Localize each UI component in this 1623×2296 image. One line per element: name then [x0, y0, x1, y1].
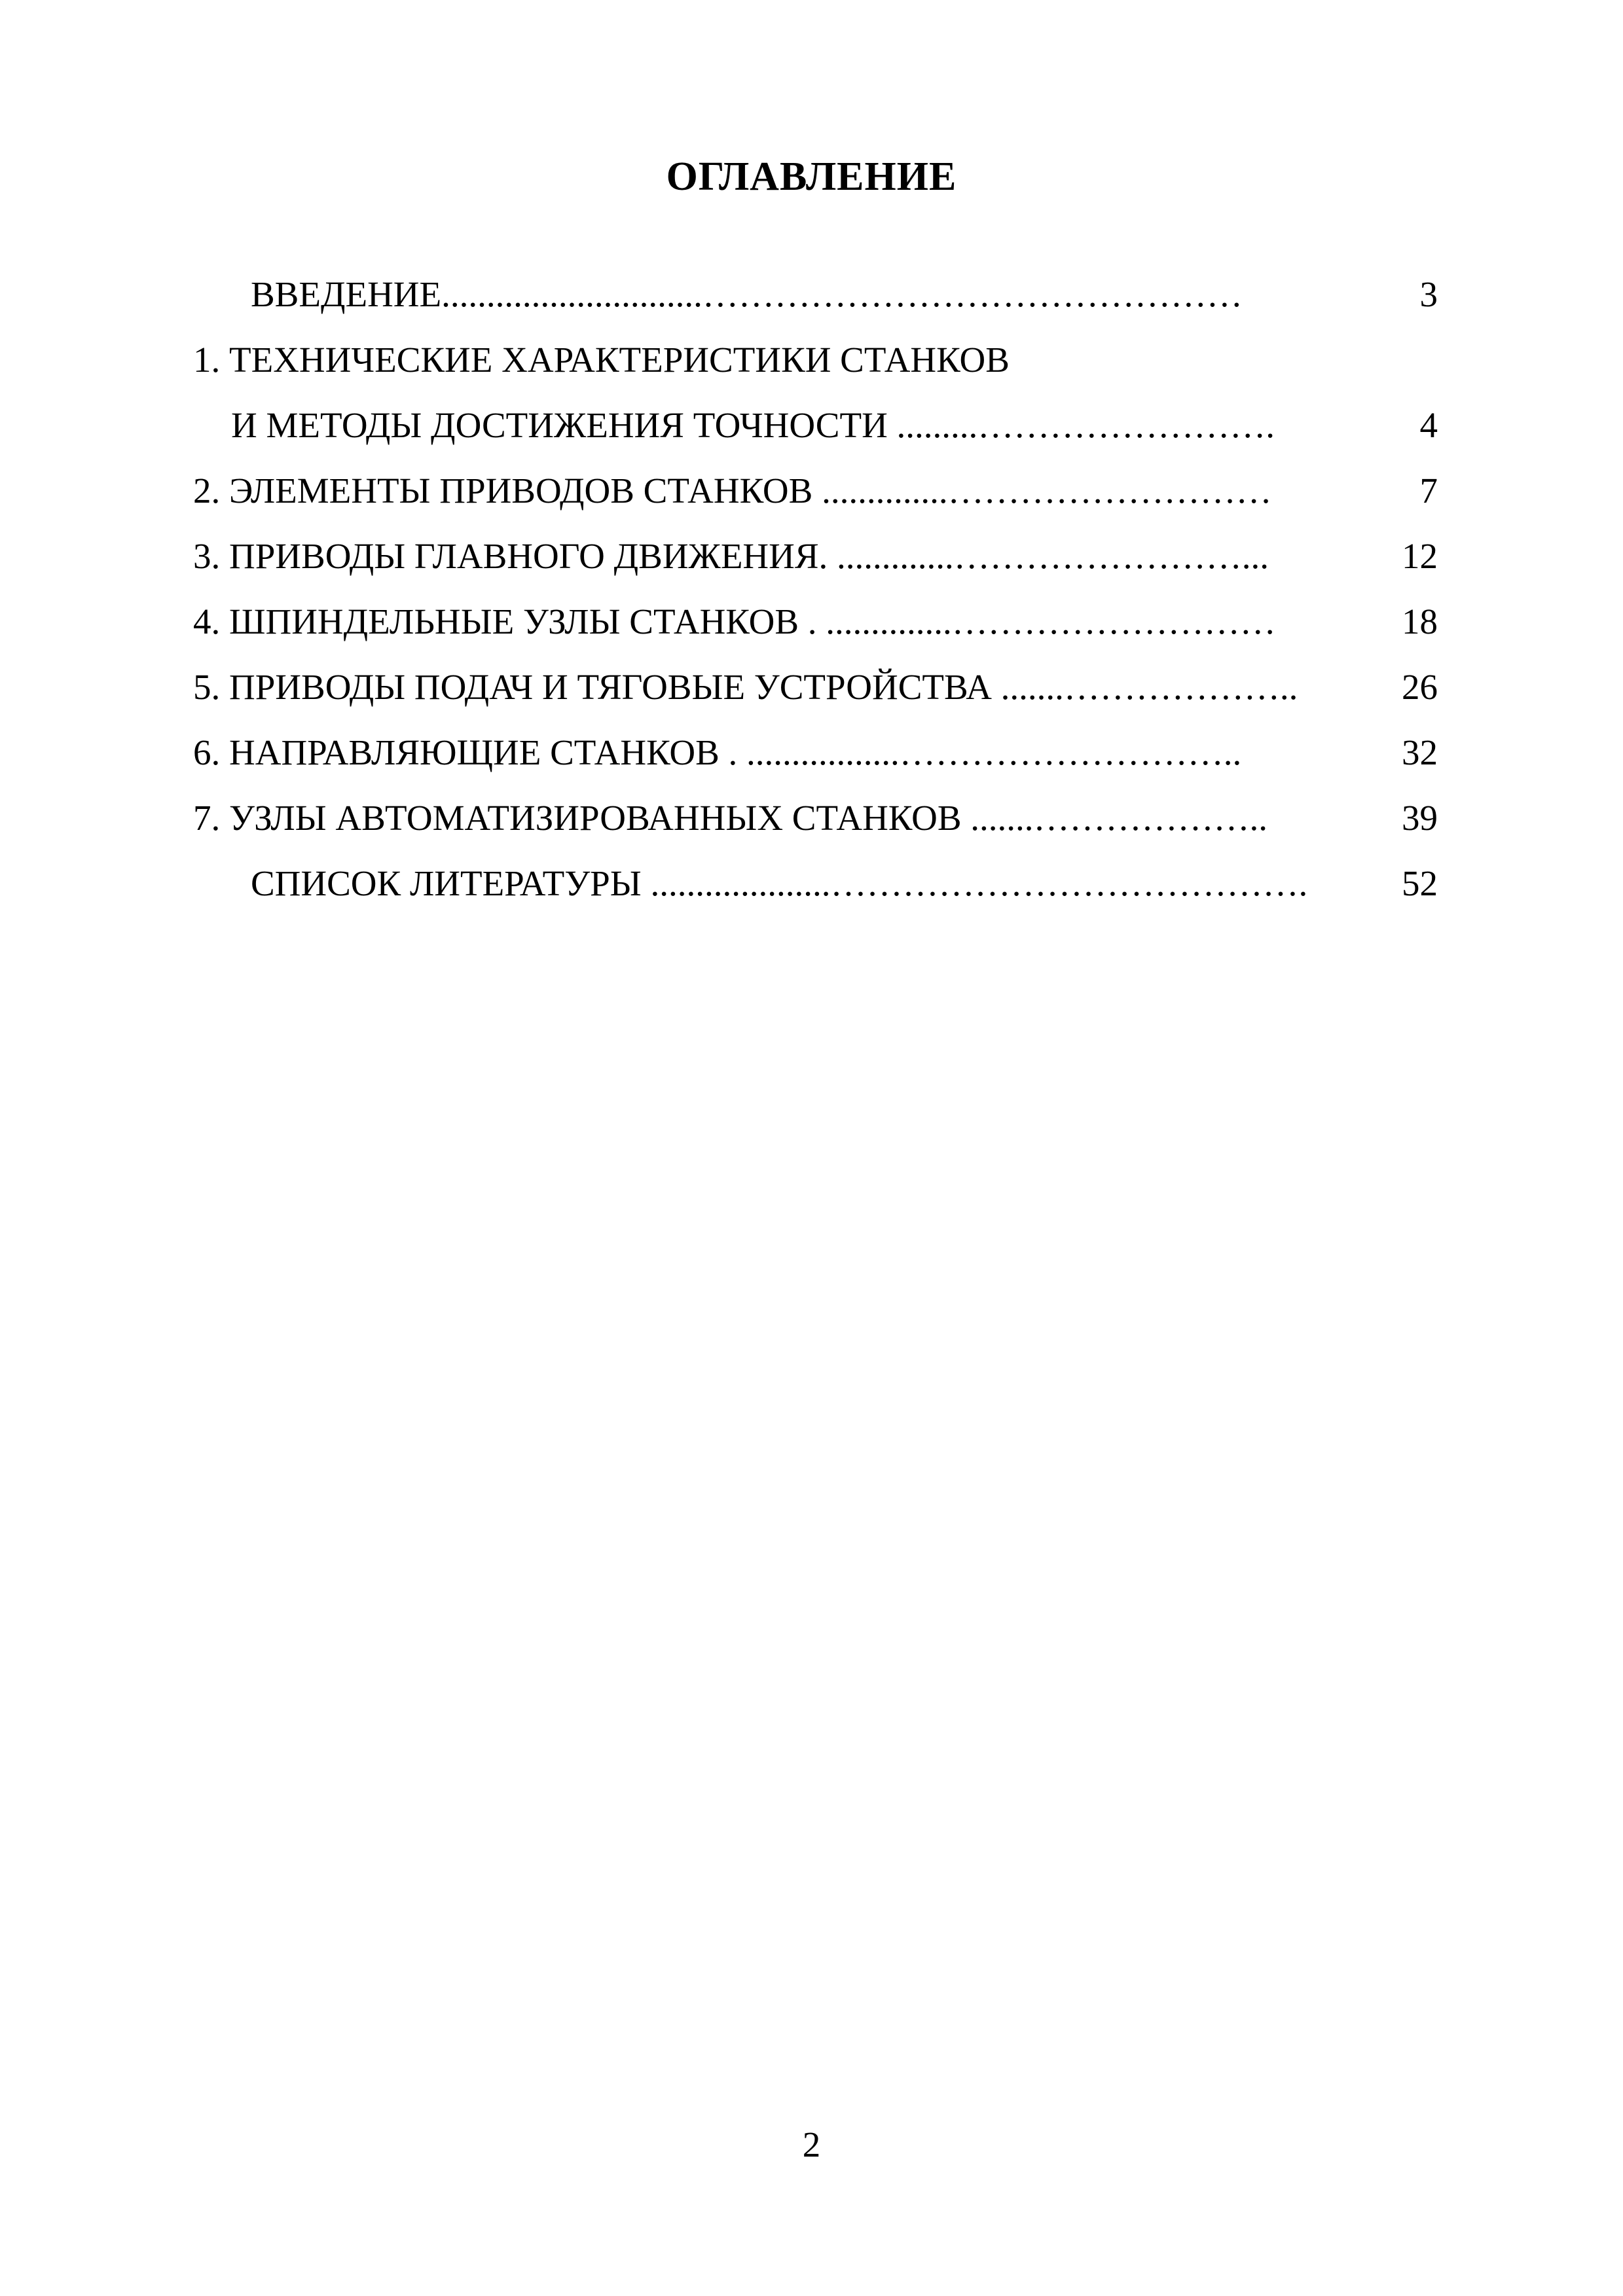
toc-entry-page: 12: [1402, 536, 1438, 576]
toc-entry-page: 18: [1402, 601, 1438, 641]
toc-entry-title: 5. ПРИВОДЫ ПОДАЧ И ТЯГОВЫЕ УСТРОЙСТВА .......………………..: [193, 667, 1298, 707]
toc-entry-page: 3: [1419, 274, 1438, 314]
toc-entry-page: 39: [1402, 798, 1438, 838]
toc-entry-page: 32: [1402, 732, 1438, 772]
toc-entry-chapter-1-continued[interactable]: [0, 399, 1623, 452]
toc-entry-references[interactable]: [0, 857, 1623, 910]
toc-entry-chapter-6[interactable]: [0, 726, 1623, 779]
toc-entry-chapter-5[interactable]: [0, 661, 1623, 713]
toc-entry-title: 2. ЭЛЕМЕНТЫ ПРИВОДОВ СТАНКОВ ..............………………………: [193, 471, 1272, 511]
toc-entry-chapter-2[interactable]: [0, 465, 1623, 517]
toc-entry-title: СПИСОК ЛИТЕРАТУРЫ ....................………………………………….: [251, 863, 1308, 903]
toc-entry-title: ВВЕДЕНИЕ.............................………………………………………: [251, 274, 1243, 314]
toc-entry-page: 26: [1402, 667, 1438, 707]
toc-entry-chapter-4[interactable]: [0, 596, 1623, 648]
toc-entry-chapter-3[interactable]: [0, 530, 1623, 583]
toc-entry-page: 4: [1419, 405, 1438, 445]
toc-entry-chapter-7[interactable]: [0, 792, 1623, 844]
toc-entry-title: 3. ПРИВОДЫ ГЛАВНОГО ДВИЖЕНИЯ. .............……………………...: [193, 536, 1269, 576]
page-title: ОГЛАВЛЕНИЕ: [666, 154, 957, 199]
toc-entry-introduction[interactable]: [0, 268, 1623, 321]
toc-entry-title: 4. ШПИНДЕЛЬНЫЕ УЗЛЫ СТАНКОВ . ..............………………………: [193, 601, 1276, 641]
toc-entry-page: 52: [1402, 863, 1438, 903]
toc-entry-chapter-1[interactable]: [0, 334, 1623, 386]
toc-entry-title: 1. ТЕХНИЧЕСКИЕ ХАРАКТЕРИСТИКИ СТАНКОВ: [193, 340, 1010, 380]
page-number: 2: [802, 2125, 821, 2164]
table-of-contents: [0, 0, 1623, 982]
toc-entry-title: 6. НАПРАВЛЯЮЩИЕ СТАНКОВ . .................………………………..: [193, 732, 1242, 772]
toc-entry-page: 7: [1419, 471, 1438, 511]
toc-entry-title: И МЕТОДЫ ДОСТИЖЕНИЯ ТОЧНОСТИ .........…………………….: [231, 405, 1275, 445]
toc-entry-title: 7. УЗЛЫ АВТОМАТИЗИРОВАННЫХ СТАНКОВ .......………………..: [193, 798, 1268, 838]
